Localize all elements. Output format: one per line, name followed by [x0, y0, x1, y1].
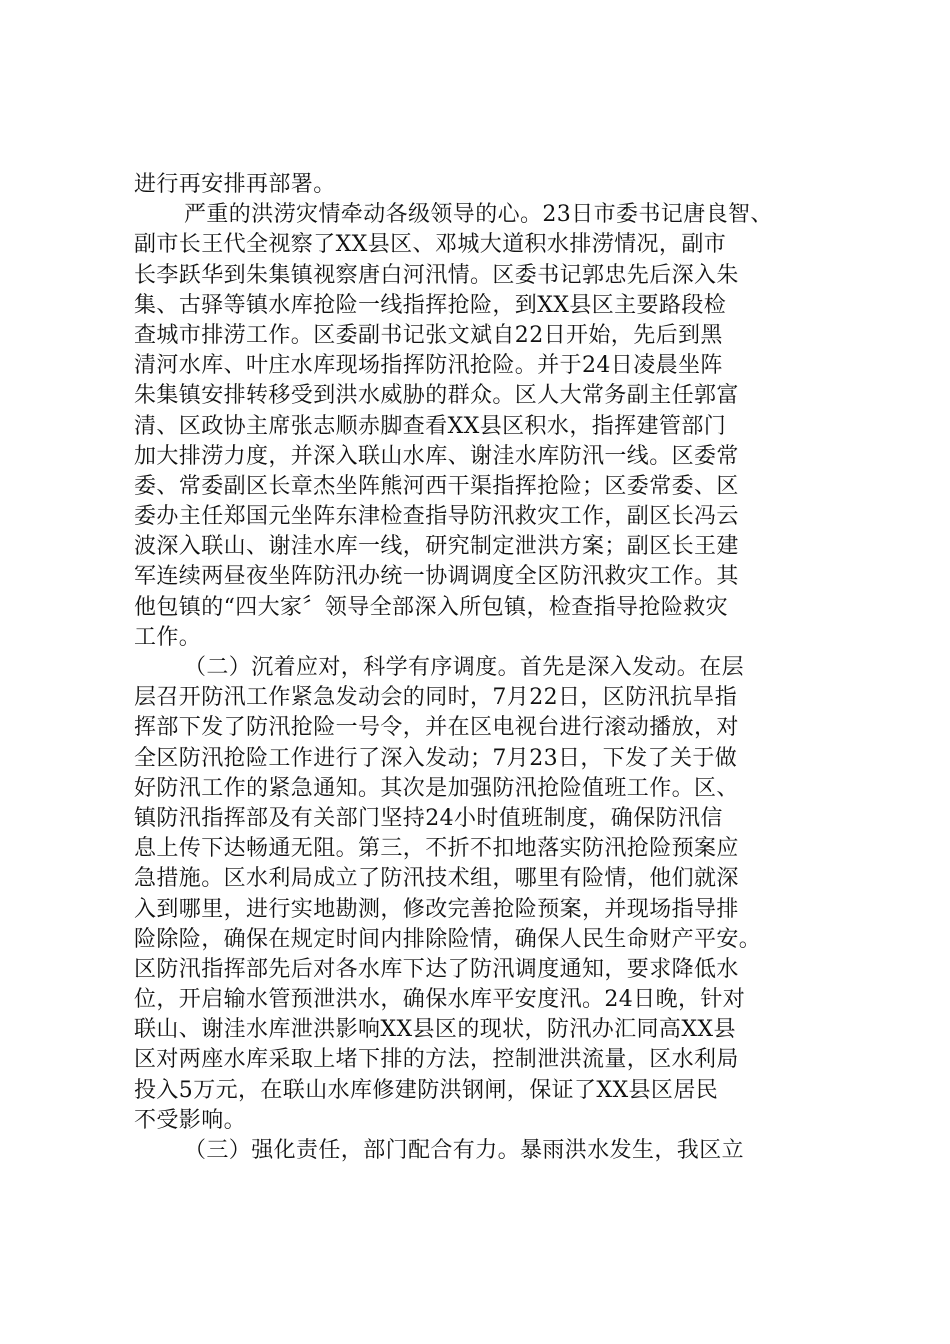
text-line: 层召开防汛工作紧急发动会的同时，7月22日，区防汛抗旱指 — [134, 685, 738, 711]
text-line: 他包镇的“四大家〞领导全部深入所包镇，检查指导抢险救灾 — [134, 594, 729, 620]
text-line: 委办主任郑国元坐阵东津检查指导防汛救灾工作，副区长冯云 — [134, 504, 739, 530]
text-line: 加大排涝力度，并深入联山水库、谢洼水库防汛一线。区委常 — [134, 443, 739, 469]
text-line: 工作。 — [134, 624, 202, 650]
text-line: 集、古驿等镇水库抢险一线指挥抢险，到XX县区主要路段检 — [134, 292, 727, 318]
text-line: 全区防汛抢险工作进行了深入发动；7月23日，下发了关于做 — [134, 745, 738, 771]
text-line: （二）沉着应对，科学有序调度。首先是深入发动。在层 — [184, 655, 745, 680]
document-body — [134, 170, 834, 1166]
text-line: 朱集镇安排转移受到洪水威胁的群众。区人大常务副主任郭富 — [134, 383, 739, 409]
text-line: 急措施。区水利局成立了防汛技术组，哪里有险情，他们就深 — [134, 866, 739, 892]
text-line: 委、常委副区长章杰坐阵熊河西干渠指挥抢险；区委常委、区 — [134, 473, 739, 499]
text-line: 查城市排涝工作。区委副书记张文斌自22日开始，先后到黑 — [134, 322, 723, 348]
text-line: 区防汛指挥部先后对各水库下达了防汛调度通知，要求降低水 — [134, 956, 739, 982]
text-line: 清河水库、叶庄水库现场指挥防汛抢险。并于24日凌晨坐阵 — [134, 353, 723, 379]
text-line: 息上传下达畅通无阻。第三，不折不扣地落实防汛抢险预案应 — [134, 836, 739, 862]
text-line: 副市长王代全视察了XX县区、邓城大道积水排涝情况，副市 — [134, 232, 727, 258]
text-line: 镇防汛指挥部及有关部门坚持24小时值班制度，确保防汛信 — [134, 805, 723, 831]
text-line: 长李跃华到朱集镇视察唐白河汛情。区委书记郭忠先后深入朱 — [134, 262, 739, 288]
text-line: （三）强化责任，部门配合有力。暴雨洪水发生，我区立 — [184, 1138, 745, 1163]
text-line: 位，开启输水管预泄洪水，确保水库平安度汛。24日晚，针对 — [134, 987, 746, 1013]
text-line: 清、区政协主席张志顺赤脚查看XX县区积水，指挥建管部门 — [134, 413, 727, 439]
text-line: 入到哪里，进行实地勘测，修改完善抢险预案，并现场指导排 — [134, 896, 739, 922]
text-line: 险除险，确保在规定时间内排除险情，确保人民生命财产平安。 — [134, 926, 762, 952]
text-line: 投入5万元，在联山水库修建防洪钢闸，保证了XX县区居民 — [134, 1077, 719, 1103]
text-line: 挥部下发了防汛抢险一号令，并在区电视台进行滚动播放，对 — [134, 715, 739, 741]
text-line: 不受影响。 — [134, 1107, 247, 1133]
text-line: 波深入联山、谢洼水库一线，研究制定泄洪方案；副区长王建 — [134, 534, 739, 560]
text-line: 进行再安排再部署。 — [134, 172, 336, 197]
text-line: 区对两座水库采取上堵下排的方法，控制泄洪流量，区水利局 — [134, 1047, 739, 1073]
text-line: 严重的洪涝灾情牵动各级领导的心。23日市委书记唐良智、 — [184, 202, 773, 228]
text-line: 军连续两昼夜坐阵防汛办统一协调调度全区防汛救灾工作。其 — [134, 564, 739, 590]
text-line: 好防汛工作的紧急通知。其次是加强防汛抢险值班工作。区、 — [134, 775, 739, 801]
text-line: 联山、谢洼水库泄洪影响XX县区的现状，防汛办汇同高XX县 — [134, 1017, 736, 1043]
